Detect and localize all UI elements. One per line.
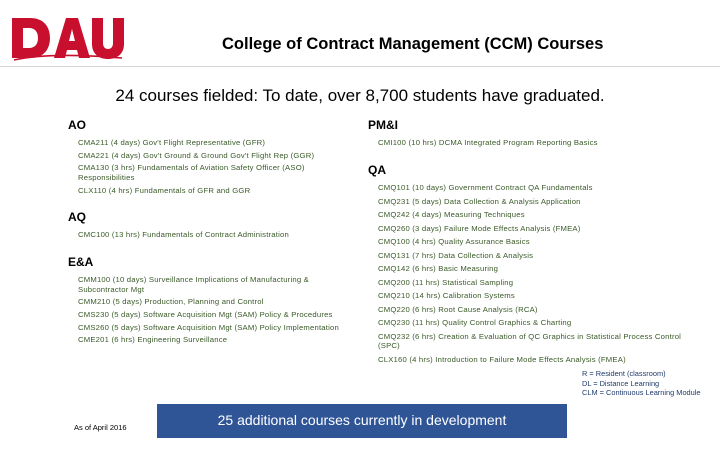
- legend-item-distance: DL = Distance Learning: [582, 378, 660, 388]
- course-item: CMI100 (10 hrs) DCMA Integrated Program Reporting Basics: [378, 138, 598, 147]
- course-item: CMS260 (5 days) Software Acquisition Mgt (SAM) Policy Implementation: [78, 322, 339, 332]
- development-banner: 25 additional courses currently in development: [157, 404, 567, 438]
- course-item: CMM210 (5 days) Production, Planning and Control: [78, 297, 264, 307]
- course-item: CMQ232 (6 hrs) Creation & Evaluation of QC Graphics in Statistical Process Control (SPC): [378, 331, 682, 351]
- right-column: [368, 116, 688, 368]
- course-item: CMQ230 (11 hrs) Quality Control Graphics & Charting: [378, 318, 572, 328]
- section-heading-pmi: PM&I: [368, 118, 398, 132]
- course-item: CMQ101 (10 days) Government Contract QA Fundamentals: [378, 183, 593, 193]
- as-of-date: As of April 2016: [74, 423, 127, 432]
- header-divider: [0, 66, 720, 67]
- course-item: CMA211 (4 days) Gov't Flight Representative (GFR): [78, 138, 266, 147]
- course-item: CMA130 (3 hrs) Fundamentals of Aviation Safety Officer (ASO) Responsibilities: [78, 163, 305, 182]
- course-item: CMQ142 (6 hrs) Basic Measuring: [378, 264, 499, 274]
- course-item: CLX110 (4 hrs) Fundamentals of GFR and GGR: [78, 185, 251, 195]
- dau-logo: [10, 14, 125, 62]
- section-heading-ao: AO: [68, 118, 86, 132]
- legend-item-resident: R = Resident (classroom): [582, 369, 666, 378]
- course-item: CMQ260 (3 days) Failure Mode Effects Analysis (FMEA): [378, 223, 581, 233]
- course-item: CMQ210 (14 hrs) Calibration Systems: [378, 291, 515, 301]
- section-heading-qa: QA: [368, 163, 386, 178]
- course-item: CMQ242 (4 days) Measuring Techniques: [378, 210, 525, 220]
- course-item: CMA221 (4 days) Gov't Ground & Ground Gov't Flight Rep (GGR): [78, 150, 315, 160]
- course-item: CLX160 (4 hrs) Introduction to Failure Mode Effects Analysis (FMEA): [378, 354, 626, 364]
- course-item: CMM100 (10 days) Surveillance Implications of Manufacturing & Subcontractor Mgt: [78, 275, 309, 294]
- delivery-legend: [582, 369, 712, 398]
- page-title: College of Contract Management (CCM) Courses: [222, 35, 604, 53]
- course-item: CMQ131 (7 hrs) Data Collection & Analysis: [378, 250, 534, 260]
- course-item: CMS230 (5 days) Software Acquisition Mgt (SAM) Policy & Procedures: [78, 310, 333, 319]
- headline: 24 courses fielded: To date, over 8,700 students have graduated.: [115, 86, 605, 105]
- course-item: CMQ200 (11 hrs) Statistical Sampling: [378, 277, 514, 287]
- course-item: CMQ100 (4 hrs) Quality Assurance Basics: [378, 237, 530, 247]
- course-item: CMQ231 (5 days) Data Collection & Analysis Application: [378, 196, 581, 206]
- legend-item-clm: CLM = Continuous Learning Module: [582, 388, 701, 398]
- course-item: CME201 (6 hrs) Engineering Surveillance: [78, 335, 228, 345]
- left-column: [68, 116, 358, 348]
- section-heading-ea: E&A: [68, 255, 94, 270]
- course-item: CMQ220 (6 hrs) Root Cause Analysis (RCA): [378, 304, 538, 314]
- section-heading-aq: AQ: [68, 210, 86, 225]
- course-item: CMC100 (13 hrs) Fundamentals of Contract Administration: [78, 230, 289, 240]
